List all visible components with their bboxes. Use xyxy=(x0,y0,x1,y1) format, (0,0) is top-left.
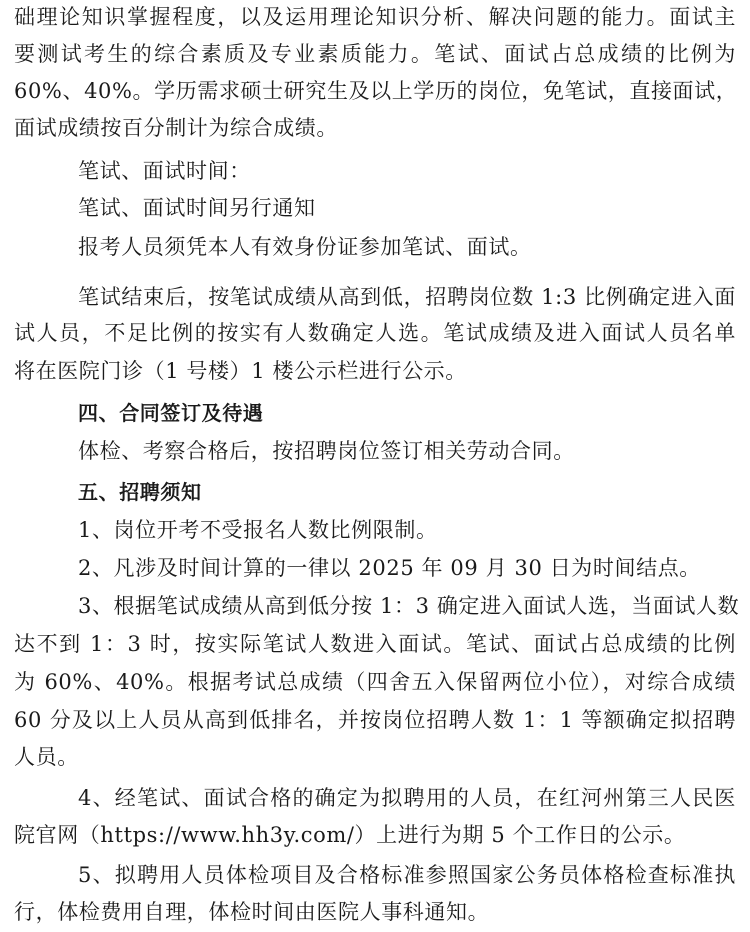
text-line: 5、拟聘用人员体检项目及合格标准参照国家公务员体格检查标准执 xyxy=(78,863,736,887)
text-line: 要测试考生的综合素质及专业素质能力。笔试、面试占总成绩的比例为 xyxy=(14,42,736,66)
section-heading-notice: 五、招聘须知 xyxy=(78,480,202,504)
text-line: 院官网（https://www.hh3y.com/）上进行为期 5 个工作日的公示。 xyxy=(14,823,686,847)
text-line: 达不到 1：3 时，按实际笔试人数进入面试。笔试、面试占总成绩的比例 xyxy=(14,632,736,656)
text-line: 笔试结束后，按笔试成绩从高到低，招聘岗位数 1:3 比例确定进入面 xyxy=(78,285,736,309)
text-line: 4、经笔试、面试合格的确定为拟聘用的人员，在红河州第三人民医 xyxy=(78,786,736,810)
paragraph-id-requirement: 报考人员须凭本人有效身份证参加笔试、面试。 xyxy=(78,235,532,259)
text-line: 础理论知识掌握程度，以及运用理论知识分析、解决问题的能力。面试主 xyxy=(14,5,736,29)
notice-item-2: 2、凡涉及时间计算的一律以 2025 年 09 月 30 日为时间结点。 xyxy=(78,556,701,580)
text-line: 试人员，不足比例的按实有人数确定人选。笔试成绩及进入面试人员名单 xyxy=(14,321,736,345)
text-line: 3、根据笔试成绩从高到低分按 1：3 确定进入面试人选，当面试人数 xyxy=(78,594,740,618)
text-line: 面试成绩按百分制计为综合成绩。 xyxy=(14,116,338,140)
section-heading-contract: 四、合同签订及待遇 xyxy=(78,401,264,425)
text-line: 将在医院门诊（1 号楼）1 楼公示栏进行公示。 xyxy=(14,359,467,383)
text-line: 人员。 xyxy=(14,745,79,769)
paragraph-exam-time-label: 笔试、面试时间： xyxy=(78,159,251,183)
text-line: 60%、40%。学历需求硕士研究生及以上学历的岗位，免笔试，直接面试， xyxy=(14,79,738,103)
paragraph-contract: 体检、考察合格后，按招聘岗位签订相关劳动合同。 xyxy=(78,439,575,463)
notice-item-1: 1、岗位开考不受报名人数比例限制。 xyxy=(78,518,438,542)
text-line: 行，体检费用自理，体检时间由医院人事科通知。 xyxy=(14,900,490,924)
text-line: 为 60%、40%。根据考试总成绩（四舍五入保留两位小位），对综合成绩 xyxy=(14,670,736,694)
paragraph-exam-time-notice: 笔试、面试时间另行通知 xyxy=(78,196,316,220)
text-line: 60 分及以上人员从高到低排名，并按岗位招聘人数 1：1 等额确定拟招聘 xyxy=(14,708,736,732)
